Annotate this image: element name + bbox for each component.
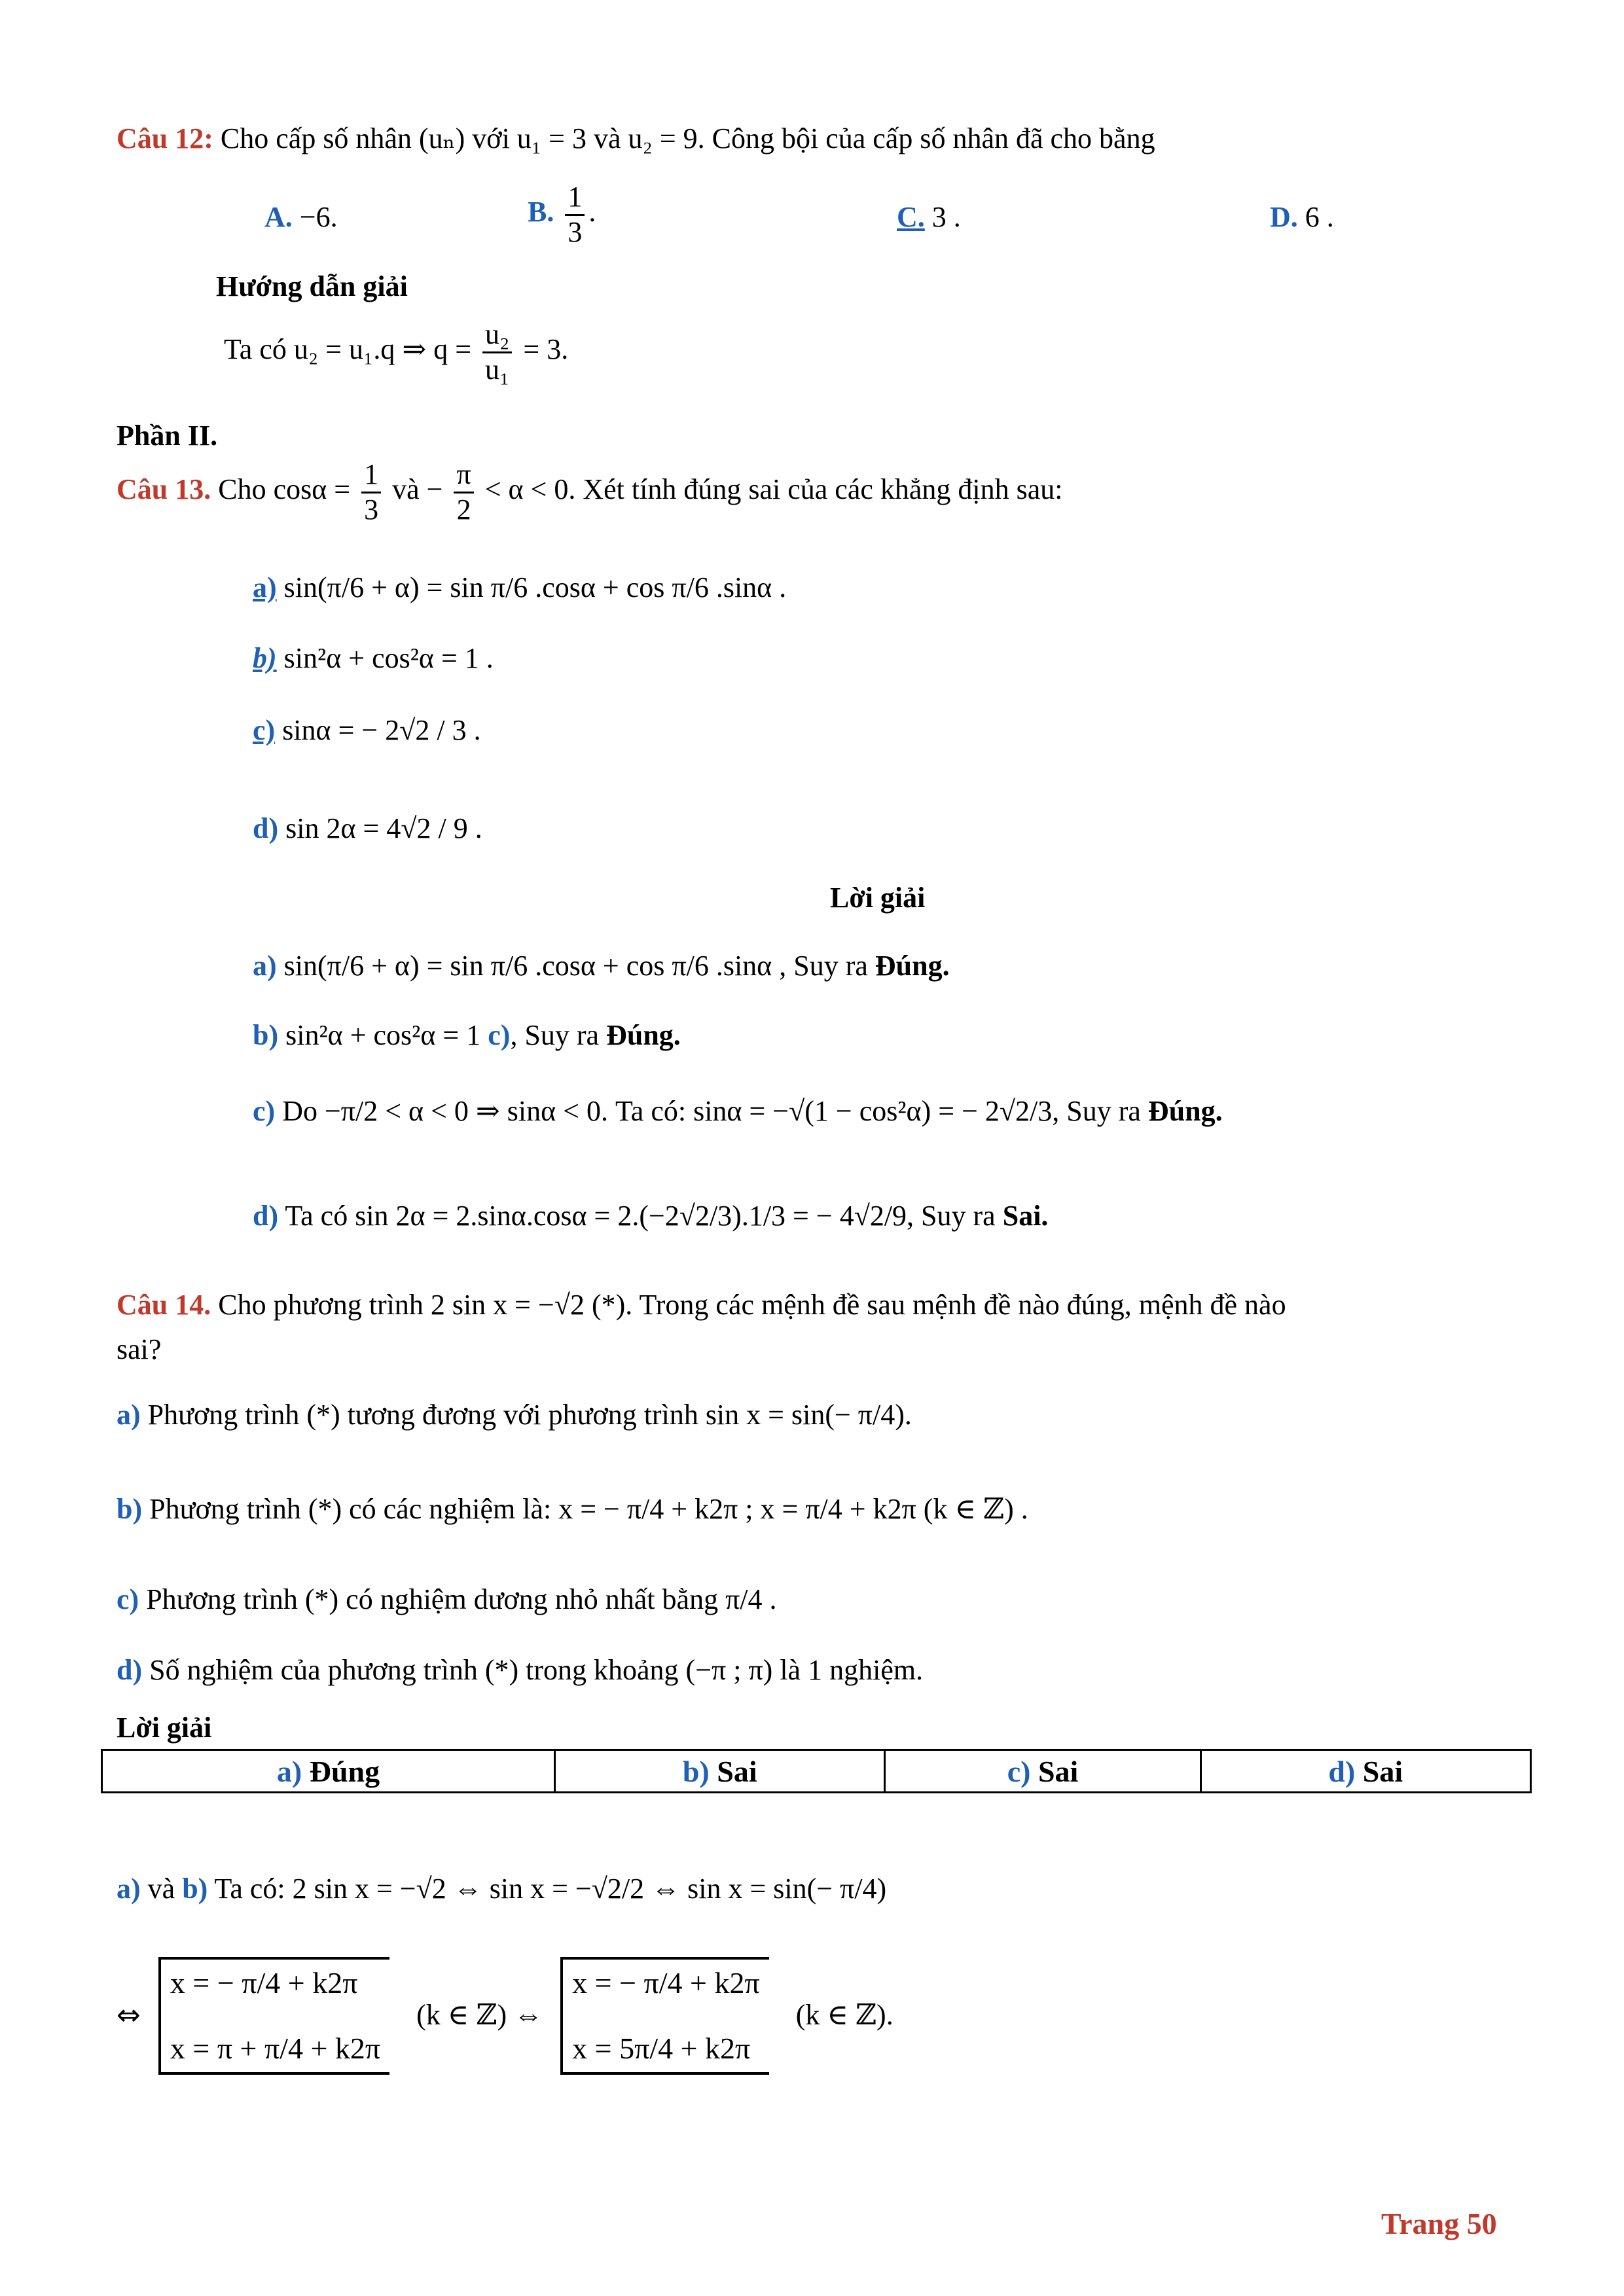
q12-option-a-value: −6. bbox=[299, 201, 338, 233]
q12-guide-line: Ta có u₂ = u₁.q ⇒ q = $\frac{\text{u₂}}{\text{u₁}}$ = 3. bbox=[224, 318, 569, 386]
q13-claim-a: a) sin(π/6 + α) = sin π/6 .cosα + cos π/6 .sinα . bbox=[253, 571, 787, 603]
q13-stem: Câu 13. Cho cosα = $\frac{1}{3}$ và − $\frac{\pi}{2}$ < α < 0. Xét tính đúng sai của các khẳng định sau: bbox=[117, 458, 1063, 526]
q14-stem: Câu 14. Cho phương trình 2 sin x = −√2 (*). Trong các mệnh đề sau mệnh đề nào đúng, mệnh đề nào bbox=[117, 1289, 1286, 1321]
q12-option-a-key: A. bbox=[264, 201, 293, 233]
q12-option-c-value: 3 . bbox=[931, 201, 961, 233]
q13-solution-c: c) Do −π/2 < α < 0 ⇒ sinα < 0. Ta có: sinα = −√(1 − cos²α) = − 2√2/3, Suy ra Đúng. bbox=[253, 1095, 1223, 1127]
q12-label: Câu 12: bbox=[117, 122, 213, 154]
q12-option-d bbox=[1270, 200, 1334, 235]
q14-stem-cont: sai? bbox=[117, 1333, 162, 1365]
q14-solution-title: Lời giải bbox=[117, 1712, 212, 1744]
q14-claim-c: c) Phương trình (*) có nghiệm dương nhỏ nhất bằng π/4 . bbox=[117, 1583, 777, 1615]
q14-claim-a: a) Phương trình (*) tương đương với phương trình sin x = sin(− π/4). bbox=[117, 1399, 912, 1431]
answer-cell-a: a) Đúng bbox=[102, 1750, 555, 1793]
q13-claim-c: c) sinα = − 2√2 / 3 . bbox=[253, 714, 481, 746]
q13-solution-b: b) sin²α + cos²α = 1 c), Suy ra Đúng. bbox=[253, 1019, 681, 1051]
table-row bbox=[102, 1750, 1531, 1793]
q13-solution-d: d) Ta có sin 2α = 2.sinα.cosα = 2.(−2√2/3).1/3 = − 4√2/9, Suy ra Sai. bbox=[253, 1200, 1049, 1232]
q12-option-a bbox=[264, 200, 338, 235]
answer-cell-b: b) Sai bbox=[555, 1750, 885, 1793]
q14-system-1: x = − π/4 + k2π x = π + π/4 + k2π bbox=[158, 1957, 389, 2075]
q13-solution-title: Lời giải bbox=[830, 882, 926, 914]
q12-text: Cho cấp số nhân (uₙ) với u₁ = 3 và u₂ = 9. Công bội của cấp số nhân đã cho bằng bbox=[220, 122, 1155, 154]
q13-claim-d: d) sin 2α = 4√2 / 9 . bbox=[253, 812, 482, 844]
q12-option-d-value: 6 . bbox=[1305, 201, 1334, 233]
q13-solution-a: a) sin(π/6 + α) = sin π/6 .cosα + cos π/6 .sinα , Suy ra Đúng. bbox=[253, 950, 950, 982]
q12-option-c-key: C. bbox=[897, 201, 925, 233]
q12-option-b-fraction: $\frac{1}{3}$ bbox=[565, 181, 585, 249]
q14-system-2: x = − π/4 + k2π x = 5π/4 + k2π bbox=[560, 1957, 769, 2075]
q14-answer-table bbox=[101, 1749, 1532, 1793]
answer-cell-c: c) Sai bbox=[885, 1750, 1200, 1793]
q12-option-b-key: B. bbox=[528, 196, 554, 228]
page-number: Trang 50 bbox=[1381, 2207, 1497, 2240]
answer-cell-d: d) Sai bbox=[1200, 1750, 1530, 1793]
q14-label: Câu 14. bbox=[117, 1289, 211, 1321]
q14-claim-d: d) Số nghiệm của phương trình (*) trong khoảng (−π ; π) là 1 nghiệm. bbox=[117, 1654, 924, 1686]
q12-option-b: B. $\frac{1}{3}$ . bbox=[528, 181, 596, 248]
q12-stem bbox=[117, 122, 1155, 156]
q12-option-c bbox=[897, 200, 961, 235]
q13-claim-b: b) sin²α + cos²α = 1 . bbox=[253, 642, 494, 674]
q14-work-systems: ⇔ x = − π/4 + k2π x = π + π/4 + k2π (k ∈ ℤ) ⇔ x = − π/4 + k2π x = 5π/4 + k2π (k ∈ ℤ). bbox=[117, 1957, 893, 2075]
part-heading: Phần II. bbox=[117, 420, 218, 452]
q14-work-line1: a) và b) Ta có: 2 sin x = −√2 ⇔ sin x = −√2/2 ⇔ sin x = sin(− π/4) bbox=[117, 1873, 887, 1905]
q13-label: Câu 13. bbox=[117, 473, 211, 506]
q12-guide-title: Hướng dẫn giải bbox=[216, 270, 408, 302]
q12-option-d-key: D. bbox=[1270, 201, 1298, 233]
q14-claim-b: b) Phương trình (*) có các nghiệm là: x = − π/4 + k2π ; x = π/4 + k2π (k ∈ ℤ) . bbox=[117, 1493, 1028, 1525]
